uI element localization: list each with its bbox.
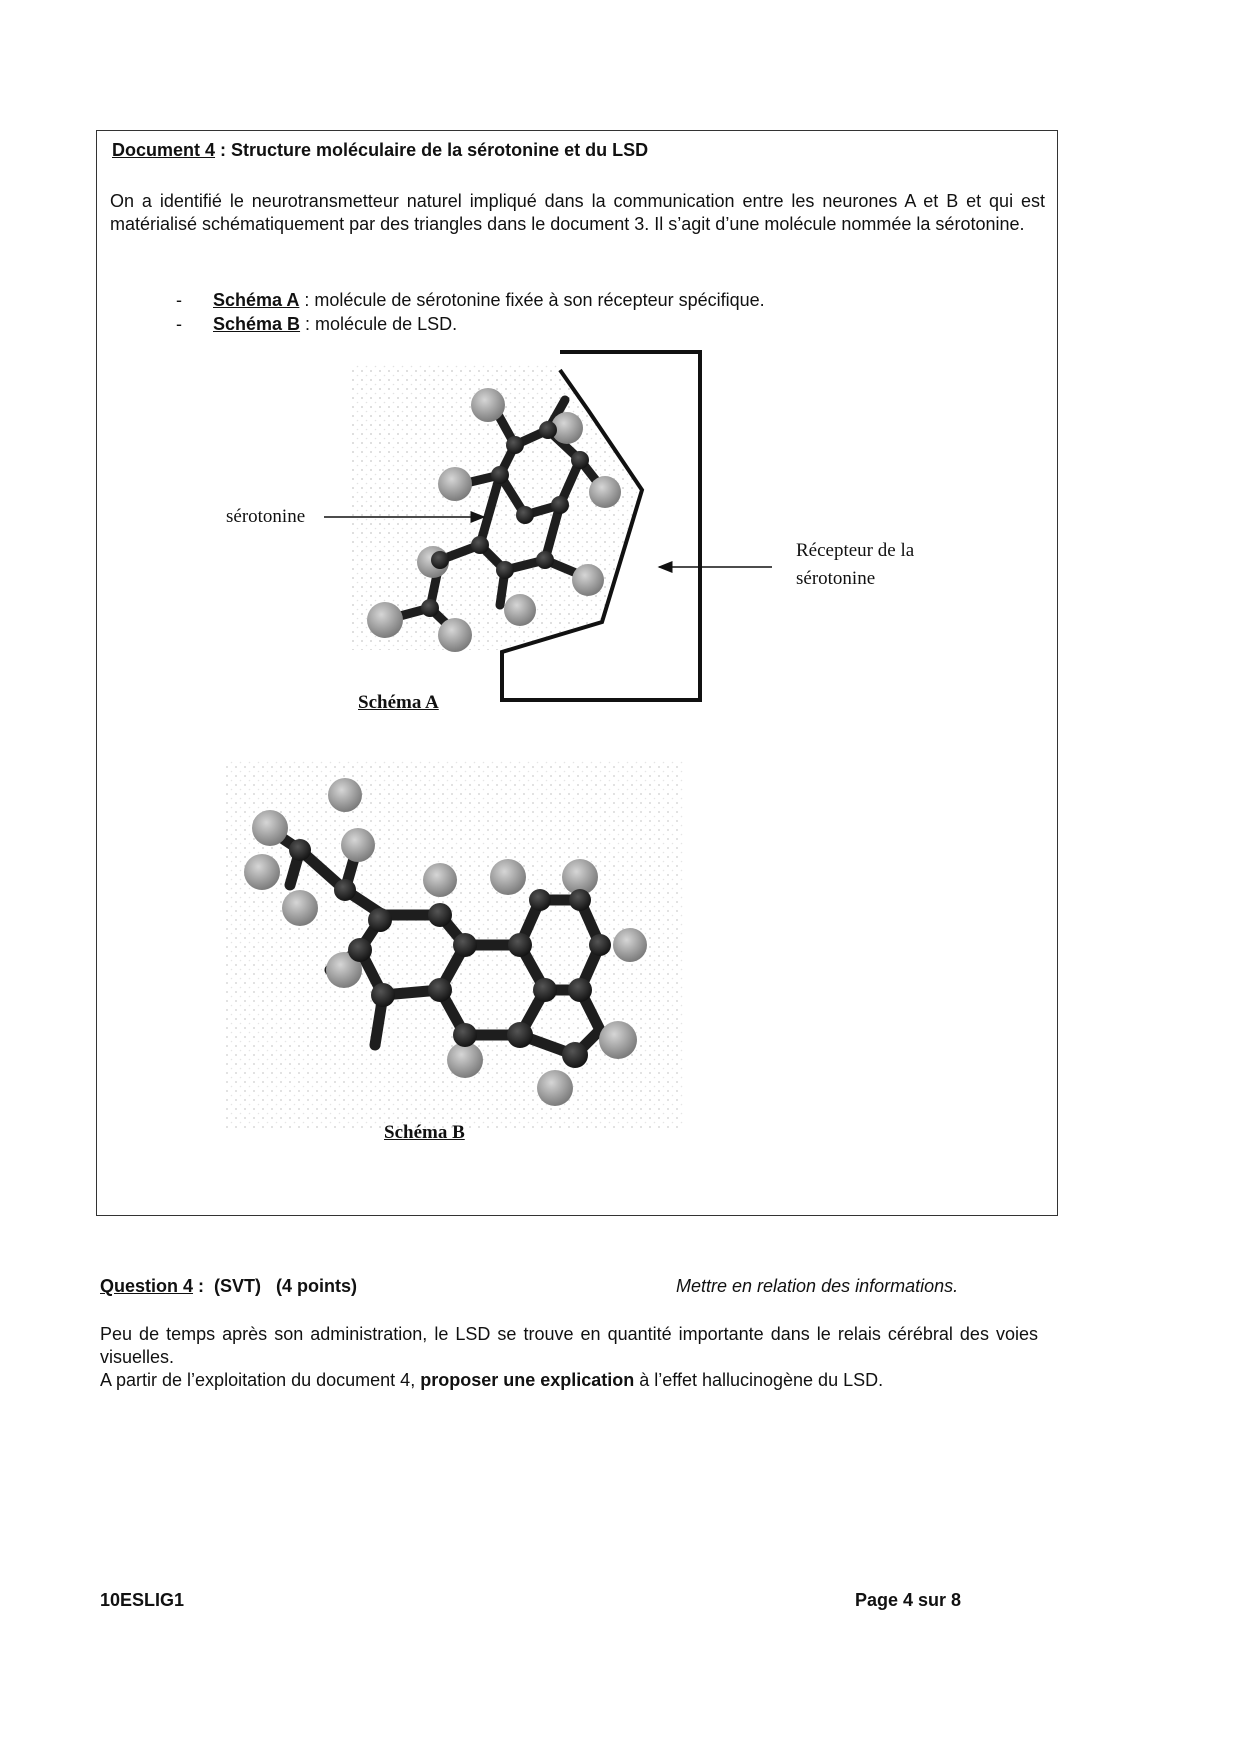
- question-meta: : (SVT) (4 points): [193, 1276, 358, 1296]
- schema-b-figure: [225, 760, 685, 1130]
- question-paragraph-2: [100, 1369, 1038, 1392]
- list-item-text: : molécule de LSD.: [300, 314, 458, 334]
- question-ref: Question 4: [100, 1276, 194, 1296]
- receptor-label-line1: Récepteur de la: [796, 540, 915, 561]
- schema-b-link: Schéma B: [213, 314, 301, 334]
- question-paragraph-2-start: A partir de l’exploitation du document 4,: [100, 1370, 421, 1390]
- schema-a-caption: Schéma A: [358, 692, 439, 713]
- serotonin-label: sérotonine: [226, 506, 306, 527]
- question-instruction: proposer une explication: [420, 1370, 635, 1390]
- list-dash: -: [176, 290, 182, 310]
- question-paragraph-1: Peu de temps après son administration, le LSD se trouve en quantité importante dans le relais cérébral des voies visuelles.: [100, 1324, 1038, 1367]
- question-body: [100, 1323, 1038, 1392]
- question-header: [100, 1276, 1020, 1297]
- page-number: Page 4 sur 8: [855, 1590, 962, 1610]
- question-skill: Mettre en relation des informations.: [676, 1276, 959, 1296]
- schema-a-link: Schéma A: [213, 290, 300, 310]
- schema-b-caption: Schéma B: [384, 1122, 465, 1143]
- exam-code: 10ESLIG1: [100, 1590, 185, 1610]
- document-title-text: : Structure moléculaire de la sérotonine et du LSD: [215, 140, 649, 160]
- question-title: [100, 1276, 357, 1296]
- list-dash: -: [176, 314, 182, 334]
- list-item-text: : molécule de sérotonine fixée à son récepteur spécifique.: [299, 290, 765, 310]
- document-ref: Document 4: [112, 140, 216, 160]
- question-paragraph-2-end: à l’effet hallucinogène du LSD.: [634, 1370, 884, 1390]
- receptor-label-line2: sérotonine: [796, 568, 876, 589]
- intro-paragraph: On a identifié le neurotransmetteur naturel impliqué dans la communication entre les neurones A et B et qui est matérialisé schématiquement par des triangles dans le document 3. Il s’agit d’une molécule nommée la sérotonine.: [110, 191, 1045, 234]
- schema-a-figure: [324, 352, 772, 700]
